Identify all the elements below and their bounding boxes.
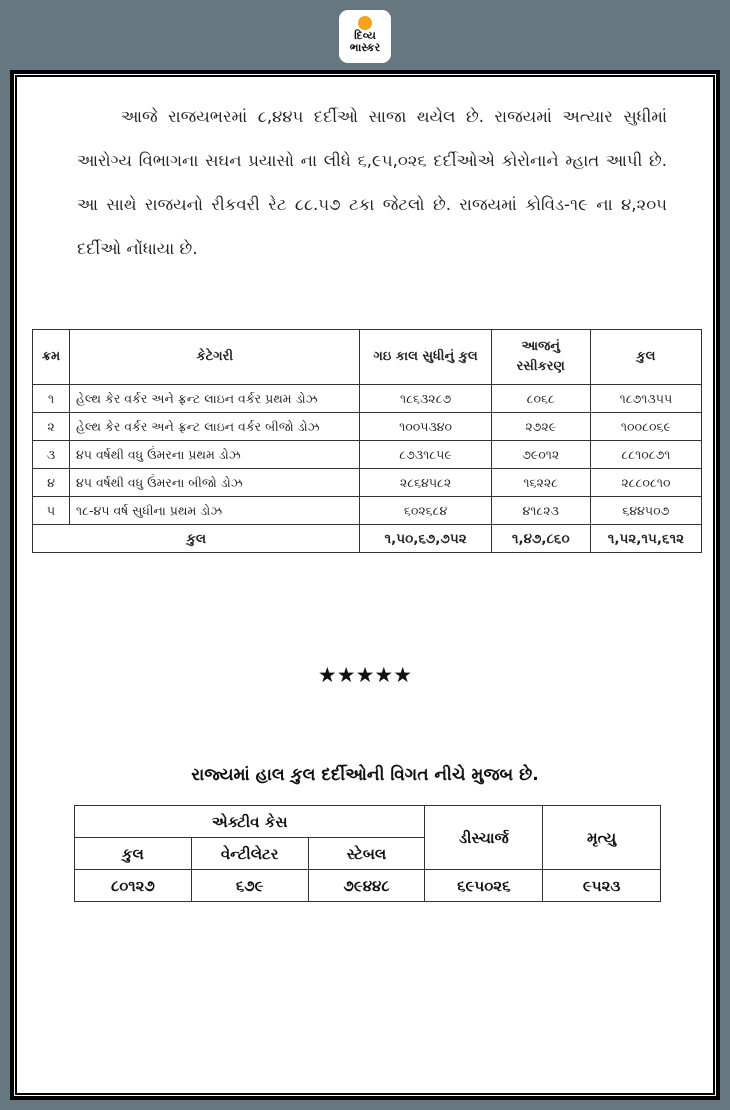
vaccination-table [32,329,702,553]
document-frame [10,70,720,1100]
cases-header-row-1 [75,806,661,838]
cases-table [74,805,661,902]
row-category: હેલ્થ કેર વર્કર અને ફ્રન્ટ લાઇન વર્કર બીજો ડોઝ [70,413,360,441]
row-till-yesterday: ૮૭૩૧૮૫૯ [360,441,491,469]
row-till-yesterday: ૨૮૬૪૫૮૨ [360,469,491,497]
row-total: ૨૮૮૦૮૧૦ [590,469,701,497]
header-serial: ક્રમ [33,330,70,385]
table-row [75,870,661,902]
row-serial: ૧ [33,385,70,413]
row-till-yesterday: ૧૦૦૫૩૪૦ [360,413,491,441]
row-today: ૨૭૨૯ [491,413,590,441]
row-category: હેલ્થ કેર વર્કર અને ફ્રન્ટ લાઇન વર્કર પ્રથમ ડોઝ [70,385,360,413]
summary-paragraph: આજે રાજયભરમાં ૮,૪૪૫ દર્દીઓ સાજા થયેલ છે. રાજયમાં અત્યાર સુધીમાં આરોગ્ય વિભાગના સઘન પ્રયાસો ના લીધે ૬,૯૫,૦૨૬ દર્દીઓએ કોરોનાને મ્હાત આપી છે. આ સાથે રાજયનો રીકવરી રેટ ૮૮.૫૭ ટકા જેટલો છે. રાજયમાં કોવિડ-૧૯ ના ૪,૨૦૫ દર્દીઓ નોંધાયા છે. [77,107,667,258]
row-category: ૧૮-૪૫ વર્ષ સુધીના પ્રથમ ડોઝ [70,497,360,525]
vaccination-table-header [33,330,702,385]
header-today: આજનું રસીકરણ [491,330,590,385]
table-row [33,497,702,525]
table-row [33,469,702,497]
header-active-cases: એક્ટીવ કેસ [75,806,425,838]
row-serial: ૫ [33,497,70,525]
row-category: ૪૫ વર્ષથી વધુ ઉંમરના બીજો ડોઝ [70,469,360,497]
row-serial: ૩ [33,441,70,469]
header-discharge: ડીસ્ચાર્જ [425,806,543,870]
table-row [33,441,702,469]
cases-heading: રાજ્યમાં હાલ કુલ દર્દીઓની વિગત નીચે મુજબ છે. [191,765,539,785]
table-row [33,385,702,413]
header-active-total: કુલ [75,838,192,870]
value-stable: ૭૯૪૪૮ [308,870,425,902]
total-label: કુલ [33,525,360,553]
header-till-yesterday: ગઇ કાલ સુધીનું કુલ [360,330,491,385]
row-today: ૧૬૨૨૮ [491,469,590,497]
row-total: ૮૮૧૦૮૭૧ [590,441,701,469]
divya-bhaskar-logo [339,10,391,63]
value-death: ૯૫૨૩ [543,870,661,902]
total-till-yesterday: ૧,૫૦,૬૭,૭૫૨ [360,525,491,553]
row-total: ૬૪૪૫૦૭ [590,497,701,525]
row-till-yesterday: ૬૦૨૬૮૪ [360,497,491,525]
row-total: ૧૮૭૧૩૫૫ [590,385,701,413]
total-grand: ૧,૫૨,૧૫,૬૧૨ [590,525,701,553]
value-active-total: ૮૦૧૨૭ [75,870,192,902]
logo-text-line2: ભાસ્કર [349,41,381,54]
header-death: મૃત્યુ [543,806,661,870]
logo-sun-icon [358,16,372,30]
row-till-yesterday: ૧૮૬૩૨૮૭ [360,385,491,413]
row-today: ૪૧૮૨૩ [491,497,590,525]
header-ventilator: વેન્ટીલેટર [191,838,308,870]
value-discharge: ૬૯૫૦૨૬ [425,870,543,902]
star-separator: ★★★★★ [317,663,413,687]
total-today: ૧,૪૭,૮૬૦ [491,525,590,553]
logo-text-line1: દિવ્ય [354,29,376,42]
row-today: ૭૯૦૧૨ [491,441,590,469]
frame-inner-border [14,74,716,1096]
row-category: ૪૫ વર્ષથી વધુ ઉંમરના પ્રથમ ડોઝ [70,441,360,469]
row-total: ૧૦૦૮૦૬૯ [590,413,701,441]
header-stable: સ્ટેબલ [308,838,425,870]
row-serial: ૨ [33,413,70,441]
row-serial: ૪ [33,469,70,497]
table-row [33,413,702,441]
total-row [33,525,702,553]
value-ventilator: ૬૭૯ [191,870,308,902]
header-total: કુલ [590,330,701,385]
header-category: કેટેગરી [70,330,360,385]
row-today: ૮૦૬૮ [491,385,590,413]
document-page [16,76,714,1094]
